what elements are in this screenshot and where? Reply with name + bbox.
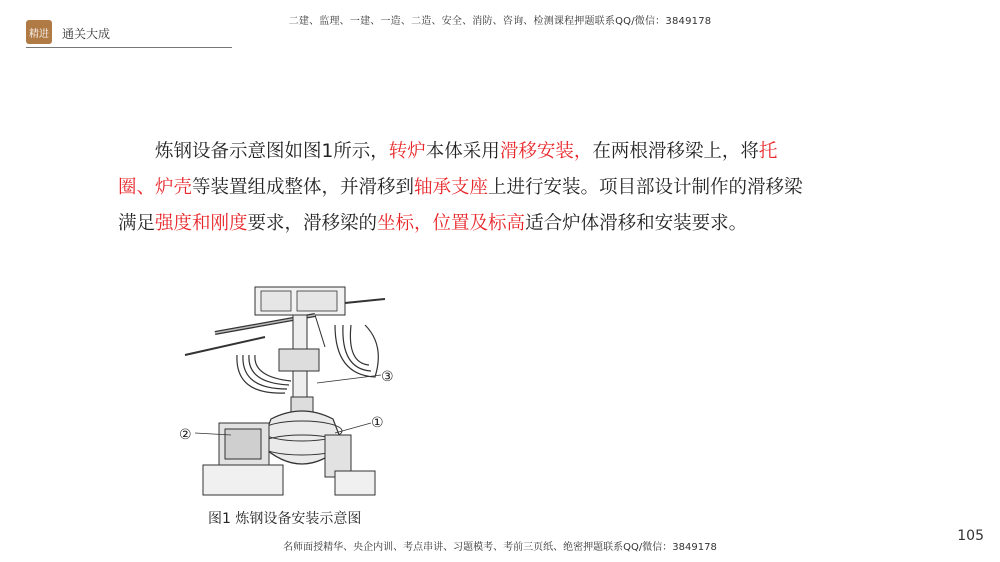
highlight-text: 转炉 xyxy=(388,141,426,162)
highlight-text: 轴承支座 xyxy=(414,177,489,198)
body-text-segment: 要求，滑移梁的 xyxy=(247,213,378,234)
body-text-segment: 上进行安装。项目部设计制作的滑移梁满足 xyxy=(118,177,803,234)
top-banner: 二建、监理、一建、一造、二造、安全、消防、咨询、检测课程押题联系QQ/微信：3849178 xyxy=(288,16,712,27)
header-divider xyxy=(26,47,232,48)
highlight-text: 强度和刚度 xyxy=(155,213,248,234)
callout-2: ② xyxy=(179,427,192,443)
furnace-diagram xyxy=(175,285,435,503)
callout-1: ① xyxy=(371,415,384,431)
body-text-segment: 在两根滑移梁上，将 xyxy=(592,141,759,162)
highlight-text: 托圈、炉壳 xyxy=(118,141,778,198)
bottom-banner: 名师面授精华、央企内训、考点串讲、习题模考、考前三页纸、绝密押题联系QQ/微信：3849178 xyxy=(283,542,717,553)
body-paragraph xyxy=(118,134,808,242)
body-text-segment: 本体采用 xyxy=(425,141,500,162)
figure-caption: 图1 炼钢设备安装示意图 xyxy=(208,511,362,527)
body-text-segment: 炼钢设备示意图如图1所示， xyxy=(155,141,389,162)
highlight-text: 滑移安装， xyxy=(499,141,593,162)
section-title: 通关大成 xyxy=(62,27,111,41)
body-text-segment: 等装置组成整体，并滑移到 xyxy=(192,177,415,198)
logo: 精进 xyxy=(26,20,52,44)
page-number: 105 xyxy=(957,528,984,544)
highlight-text: 坐标，位置及标高 xyxy=(377,213,526,234)
callout-3: ③ xyxy=(381,369,394,385)
body-text-segment: 适合炉体滑移和安装要求。 xyxy=(525,213,748,234)
